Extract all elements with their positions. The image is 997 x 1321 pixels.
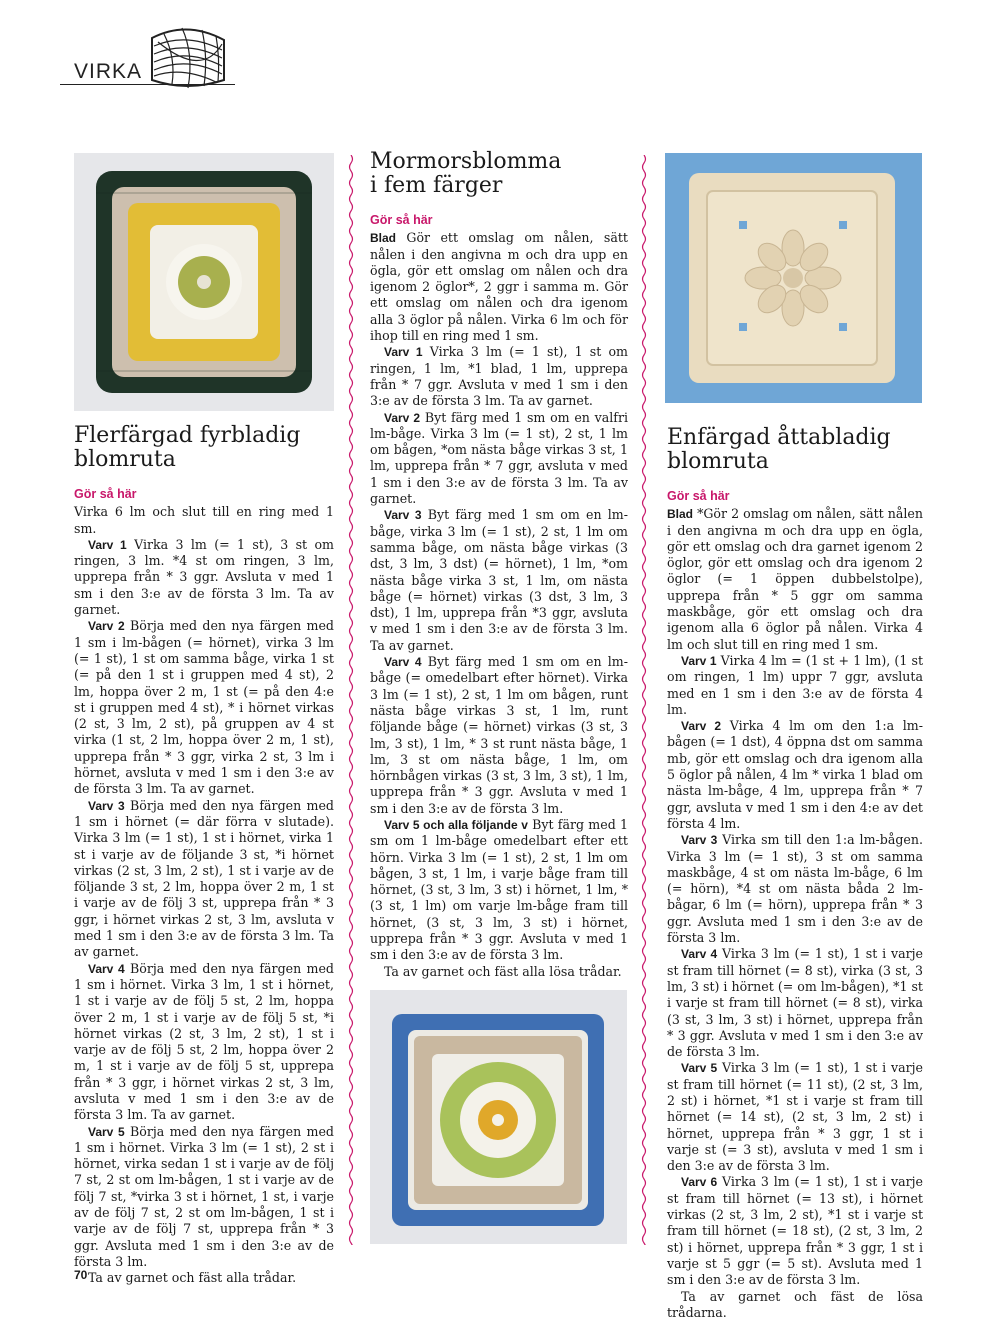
header-rule	[60, 84, 235, 85]
right-leaf: Blad *Gör 2 omslag om nålen, sätt nålen i den angivna m och dra upp en ögla, gör ett omslag och dra garnet igenom 2 öglor, gör ett omslag och dra igenom 2 öglor (= 1 öppen dubbelstolpe), upprepa från * 5 ggr om samma maskbåge, gör ett omslag och dra igenom alla 6 öglor på nålen. Virka 4 lm och slut till en ring med 1 sm.	[667, 506, 923, 652]
middle-finish: Ta av garnet och fäst alla lösa trådar.	[384, 963, 622, 979]
middle-round-5: Varv 5 och alla följande v Byt färg med 1 sm om 1 lm-båge omedelbart efter ett hörn. Virka 3 lm (= 1 st), 2 st, 1 lm om bågen, 3 st, 1 lm, i varje båge fram till hörnet, (3 st, 3 lm, 3 st) i hörnet, 1 lm, *(3 st, 1 lm) om varje lm-båge fram till hörnet, (3 st, 3 lm, 3 st) i hörnet, upprepa från * 3 ggr. Avsluta v med 1 sm i den 3:e av de första 3 lm.	[370, 816, 629, 963]
column-divider-right	[641, 155, 647, 1245]
middle-round-3: Varv 3 Byt färg med 1 sm om en lm-båge, virka 3 lm (= 1 st), 2 st, 1 lm om samma båge, om nästa båge virkas (3 dst, 3 lm, 3 dst) (= hörnet), 1 lm, *om nästa båge virka 3 st, 1 lm, om nästa båge (= hörnet) virkas (3 dst, 3 lm, 3 dst), 1 lm, upprepa från *3 ggr, avsluta v med 1 sm i den 3:e av de första 3 lm. Ta av garnet.	[370, 507, 628, 653]
right-instructions-label: Gör så här	[667, 489, 730, 503]
middle-round-1: Varv 1 Virka 3 lm (= 1 st), 1 st om ringen, 1 lm, *1 blad, 1 lm, upprepa från * 7 ggr. Avsluta v med 1 sm i den 3:e av de första 3 lm. Ta av garnet.	[370, 344, 628, 409]
page-number: 70	[74, 1268, 88, 1282]
middle-round-2: Varv 2 Byt färg med 1 sm om en valfri lm-båge. Virka 3 lm (= 1 st), 2 st, 1 lm om bågen, *om nästa båge virkas 3 st, 1 lm, upprepa från * 7 ggr, avsluta v med 1 sm i den 3:e av de första 3 lm. Ta av garnet.	[370, 409, 628, 507]
left-round-5: Varv 5 Börja med den nya färgen med 1 sm i hörnet. Virka 3 lm (= 1 st), 2 st i hörnet, virka sedan 1 st i varje av de följ 7 st, 2 st om lm-bågen, 1 st i varje av de följ 7 st, *virka 3 st i hörnet, 1 st, i varje av de följ 7 st, 2 st om lm-bågen, 1 st i varje av de följ 7 st, upprepa från * 3 ggr. Avsluta med 1 sm i den 3:e av de första 3 lm.	[74, 1123, 334, 1269]
middle-title: Mormorsblomma i fem färger	[370, 149, 562, 198]
right-round-2: Varv 2 Virka 4 lm om den 1:a lm-bågen (= 1 dst), 4 öppna dst om samma mb, gör ett omslag och dra igenom alla 5 öglor på nålen, 4 lm * virka 1 blad om nästa lm-båge, 4 lm, upprepa från * 7 ggr, avsluta v med 1 sm i den 4:e av det första 4 lm.	[667, 718, 923, 831]
right-round-6: Varv 6 Virka 3 lm (= 1 st), 1 st i varje st fram till hörnet (= 13 st), i hörnet virkas (2 st, 3 lm, 2 st), *1 st i varje st fram till hörnet (= 18 st), (2 st, 3 lm, 2 st) i hörnet, upprepa från * 3 ggr, 1 st i varje st 5 ggr (= 5 st). Avsluta med 1 sm i den 3:e av de första 3 lm.	[667, 1174, 923, 1288]
left-round-1: Varv 1 Virka 3 lm (= 1 st), 3 st om ringen, 3 lm. *4 st om ringen, 3 lm, upprepa från * 3 ggr. Avsluta v med 1 sm i den 3:e av de första 3 lm. Ta av garnet.	[74, 536, 334, 618]
left-round-2: Varv 2 Börja med den nya färgen med 1 sm i lm-bågen (= hörnet), virka 3 lm (= 1 st), 1 st om samma båge, virka 1 st (= på den 1 st i gruppen med 4 st), 2 lm, hoppa över 2 m, 1 st (= på den 4:e st i gruppen med 4 st), * i hörnet virkas (2 st, 3 lm, 2 st), på gruppen av 4 st virka (1 st, 2 lm, hoppa över 2 m, 1 st), upprepa från * 3 ggr, virka 2 st, 3 lm i hörnet, avsluta v med 1 sm i den 3:e av de första 3 lm. Ta av garnet.	[74, 618, 334, 797]
left-finish: Ta av garnet och fäst alla trådar.	[88, 1270, 297, 1286]
photo-eight-leaf-square	[665, 153, 922, 403]
left-column	[74, 424, 334, 1287]
yarn-ball-icon	[142, 18, 232, 90]
left-instructions-label: Gör så här	[74, 487, 137, 501]
right-round-1: Varv 1 Virka 4 lm = (1 st + 1 lm), (1 st om ringen, 1 lm) uppr 7 ggr, avsluta med en 1 sm i den 3:e av de första 4 lm.	[667, 652, 923, 717]
right-column	[667, 426, 923, 1321]
photo-granny-flower-square	[370, 990, 627, 1244]
right-finish: Ta av garnet och fäst de lösa trådarna.	[667, 1288, 923, 1320]
left-title: Flerfärgad fyrbladig blomruta	[74, 423, 301, 472]
middle-round-4: Varv 4 Byt färg med 1 sm om en lm-båge (= omedelbart efter hörnet). Virka 3 lm (= 1 st), 2 st, 1 lm om bågen, runt nästa båge virkas 3 st, 1 lm, runt följande båge (= hörnet) virkas (3 st, 3 lm, 3 st), 1 lm, * 3 st runt nästa båge, 1 lm, 3 st om nästa båge, 1 lm, om hörnbågen virkas (3 st, 3 lm, 3 st), 1 lm, upprepa från * 3 ggr. Avsluta v med 1 sm i den 3:e av de första 3 lm.	[370, 654, 628, 816]
photo-four-leaf-square	[74, 153, 334, 411]
column-divider-left	[348, 155, 354, 1245]
left-round-3: Varv 3 Börja med den nya färgen med 1 sm i hörnet (= där förra v slutade). Virka 3 lm (= 1 st), 1 st i hörnet, virka 1 st i varje av de följande 3 st, *i hörnet virkas (2 st, 3 lm, 2 st), 1 st i varje av de följande 3 st, 2 lm, hoppa över 2 m, 1 st i varje av de följ 3 st, upprepa från * 3 ggr, i hörnet virkas 2 st, 3 lm, avsluta v med 1 sm i den 3:e av de första 3 lm. Ta av garnet.	[74, 797, 334, 960]
middle-instructions-label: Gör så här	[370, 213, 433, 227]
right-title: Enfärgad åttabladig blomruta	[667, 425, 891, 474]
section-label: VIRKA	[74, 60, 143, 83]
right-round-3: Varv 3 Virka sm till den 1:a lm-bågen. Virka 3 lm (= 1 st), 3 st om samma maskbåge, 4 st om nästa lm-båge, 6 lm (= hörn), *4 st om nästa båda 2 lm-bågar, 6 lm (= hörn), upprepa från * 3 ggr. Avsluta med 1 sm i den 3:e av de första 3 lm.	[667, 832, 923, 946]
left-round-4: Varv 4 Börja med den nya färgen med 1 sm i hörnet. Virka 3 lm, 1 st i hörnet, 1 st i varje av de följ 5 st, 2 lm, hoppa över 2 m, 1 st i varje av de följ 5 st, *i hörnet virkas (2 st, 3 lm, 2 st), 1 st i varje av de följ 5 st, 2 lm, hoppa över 2 m, 1 st i varje av de följ 5 st, upprepa från * 3 ggr, i hörnet virkas 2 st, 3 lm, avsluta v med 1 sm i den 3:e av de första 3 lm. Ta av garnet.	[74, 960, 334, 1123]
right-round-4: Varv 4 Virka 3 lm (= 1 st), 1 st i varje st fram till hörnet (= 8 st), virka (3 st, 3 lm, 3 st) i hörnet (= om lm-bågen), *1 st i varje st fram till hörnet (= 8 st), virka (3 st, 3 lm, 3 st) i hörnet, upprepa från * 3 ggr. Avsluta v med 1 sm i den 3:e av de första 3 lm.	[667, 946, 923, 1060]
left-intro: Virka 6 lm och slut till en ring med 1 sm.	[74, 504, 334, 536]
middle-column	[370, 150, 628, 980]
middle-leaf: Blad Gör ett omslag om nålen, sätt nålen i den angivna m och dra upp en ögla, gör ett omslag om nålen och dra igenom 2 öglor*, 2 ggr i samma m. Gör ett omslag om nålen och dra igenom alla 3 öglor på nålen. Virka 6 lm och för ihop till en ring med 1 sm.	[370, 230, 628, 344]
right-round-5: Varv 5 Virka 3 lm (= 1 st), 1 st i varje st fram till hörnet (= 11 st), (2 st, 3 lm, 2 st) i hörnet, *1 st i varje st fram till hörnet (= 14 st), (2 st, 3 lm, 2 st) i hörnet, upprepa från * 3 ggr, 1 st i varje st (= 3 st), avsluta v med 1 sm i den 3:e av de första 3 lm.	[667, 1060, 923, 1174]
